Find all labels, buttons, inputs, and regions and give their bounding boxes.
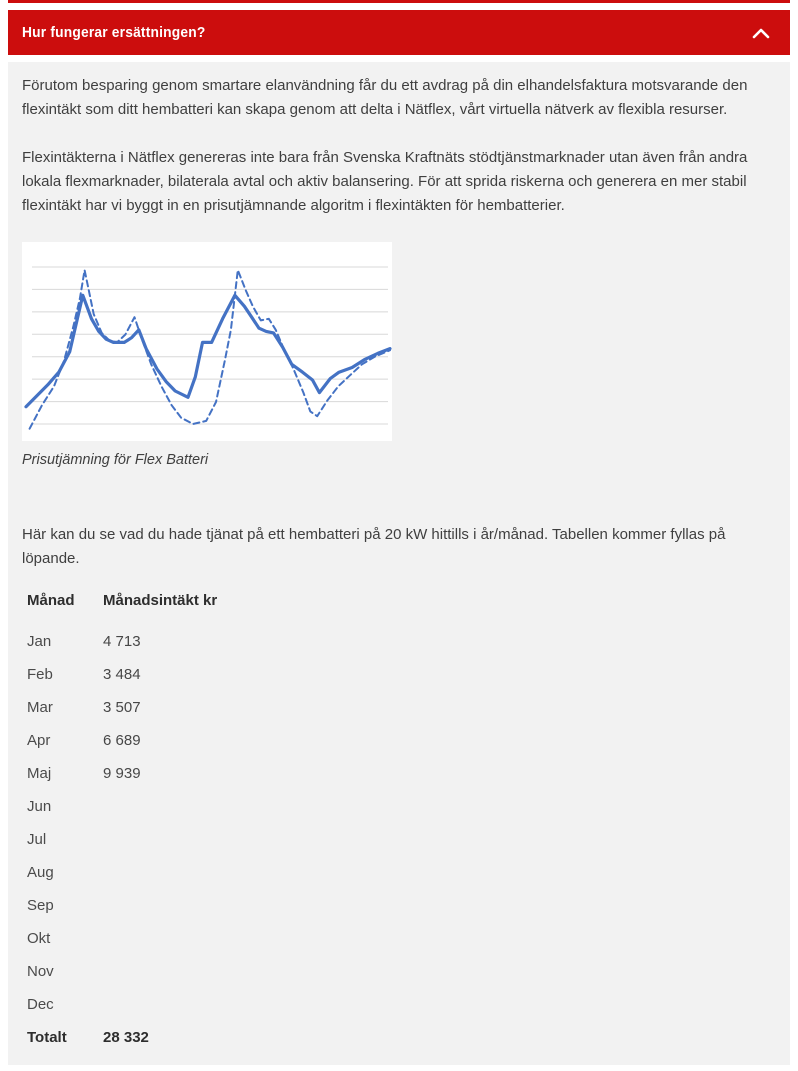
revenue-cell: 4 713: [103, 633, 141, 650]
month-cell: Feb: [27, 666, 53, 683]
table-row: [27, 955, 776, 988]
month-cell: Jun: [27, 798, 52, 815]
table-total-row: [27, 1021, 776, 1054]
line-chart-svg: [22, 242, 392, 441]
month-cell: Mar: [27, 699, 53, 716]
month-cell: Okt: [27, 930, 51, 947]
table-row: [27, 757, 776, 790]
revenue-cell: 6 689: [103, 732, 141, 749]
month-cell: Apr: [27, 732, 51, 749]
previous-accordion-edge: [8, 0, 790, 3]
price-smoothing-chart: [22, 242, 392, 441]
accordion-header[interactable]: [8, 10, 790, 55]
month-cell: Dec: [27, 996, 54, 1013]
month-cell: Aug: [27, 864, 54, 881]
total-label: Totalt: [27, 1029, 67, 1046]
table-row: [27, 823, 776, 856]
table-row: [27, 988, 776, 1021]
revenue-table: [22, 588, 776, 1054]
month-cell: Jan: [27, 633, 52, 650]
month-cell: Nov: [27, 963, 54, 980]
total-value: 28 332: [103, 1029, 149, 1046]
table-row: [27, 856, 776, 889]
month-cell: Maj: [27, 765, 52, 782]
paragraph-table-intro: Här kan du se vad du hade tjänat på ett hembatteri på 20 kW hittills i år/månad. Tabellen kommer fyllas på löpande.: [22, 526, 726, 567]
revenue-table-body: [27, 625, 776, 1021]
month-cell: Sep: [27, 897, 54, 914]
paragraph-flex-markets: Flexintäkterna i Nätflex genereras inte bara från Svenska Kraftnäts stödtjänstmarknader utan även från andra lokala flexmarknader, bilaterala avtal och aktiv balansering. För att sprida riskerna och generera en mer stabil flexintäkt har vi byggt in en prisutjämnande algoritm i flexintäkten för hembatterier.: [22, 149, 748, 214]
table-row: [27, 691, 776, 724]
table-row: [27, 922, 776, 955]
revenue-cell: 3 484: [103, 666, 141, 683]
chart-caption: Prisutjämning för Flex Batteri: [22, 452, 209, 468]
column-header-revenue: Månadsintäkt kr: [103, 592, 218, 609]
month-cell: Jul: [27, 831, 47, 848]
table-row: [27, 790, 776, 823]
revenue-cell: 9 939: [103, 765, 141, 782]
revenue-cell: 3 507: [103, 699, 141, 716]
table-row: [27, 889, 776, 922]
table-row: [27, 724, 776, 757]
chevron-up-icon: [752, 27, 770, 39]
paragraph-intro: Förutom besparing genom smartare elanvändning får du ett avdrag på din elhandelsfaktura motsvarande den flexintäkt som ditt hembatteri kan skapa genom att delta i Nätflex, vårt virtuella nätverk av flexibla resurser.: [22, 77, 748, 118]
accordion-title: Hur fungerar ersättningen?: [22, 24, 206, 41]
table-row: [27, 625, 776, 658]
column-header-month: Månad: [27, 592, 75, 609]
content-card: [8, 62, 790, 1065]
table-row: [27, 658, 776, 691]
table-header-row: [27, 588, 776, 625]
